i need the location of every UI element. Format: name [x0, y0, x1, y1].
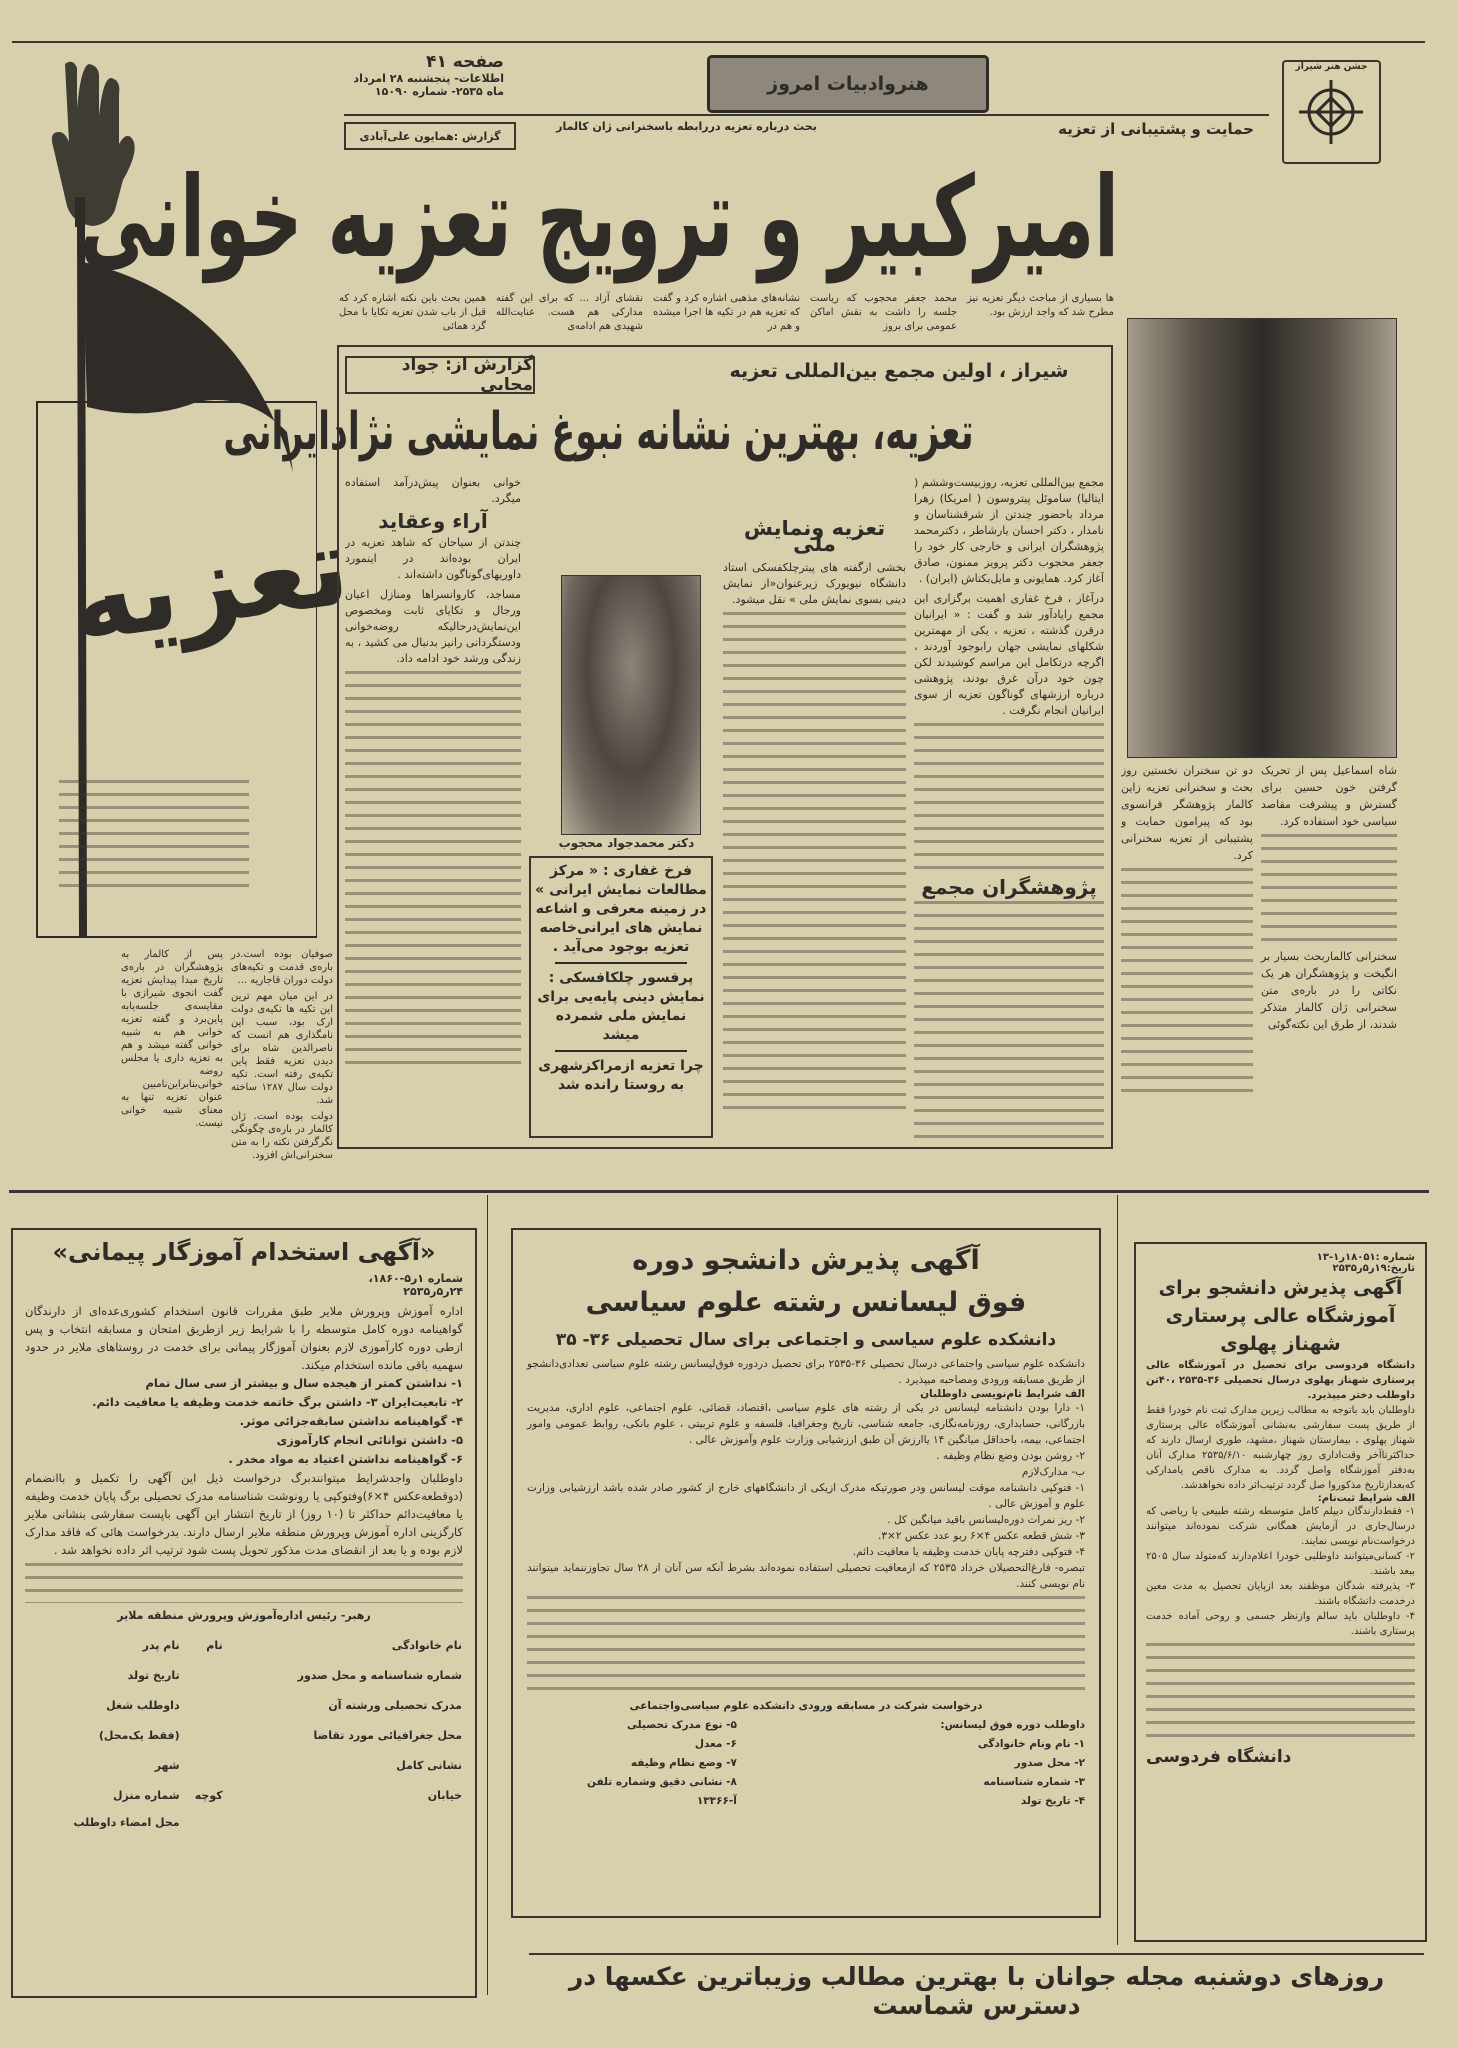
ad-intro: دانشگاه فردوسی برای تحصیل در آموزشگاه عالی پرستاری شهناز پهلوی درسال تحصیلی ۳۶-۲۵۳۵ ،۴۰تن داوطلب دختر میپذیرد. — [1147, 1360, 1416, 1401]
ad-subtitle: دانشکده علوم سیاسی و اجتماعی برای سال تحصیلی ۳۶- ۳۵ — [556, 1330, 1058, 1350]
subhead-national-theatre: تعزیه ونمایش ملی — [744, 520, 887, 556]
form-field[interactable]: تاریخ تولد — [128, 1668, 181, 1682]
intro-col: نقشای آزاد ... که برای این گفته مدارکی هم هست. عنایت‌الله شهیدی هم ادامه‌ی — [497, 293, 644, 332]
form-field[interactable]: ۶- معدل — [695, 1738, 738, 1750]
article-column — [915, 475, 1105, 1140]
form-right — [941, 1716, 1086, 1811]
ad-number: شماره :۱۸۰۵۱ر۱-۱۳ — [1317, 1252, 1416, 1263]
paragraph: سخنرانی کالماربحث بسیار بر انگیخت و پژوهشگران هر یک نکاتی را در باره‌ی متن سخنرانی ژان کالمار متذکر شدند، از طرق این نکته‌گوئی — [1262, 950, 1398, 1031]
subhead-researchers: پژوهشگران مجمع — [922, 875, 1098, 899]
form-field[interactable]: نام خانوادگی — [392, 1638, 463, 1652]
form-field[interactable]: (فقط یک‌محل) — [99, 1728, 181, 1742]
ad-item: ۴- فتوکپی دفترچه پایان خدمت وظیفه یا معافیت دائم. — [853, 1546, 1086, 1558]
kicker-middle: بحث درباره تعزیه دررابطه باسخنرانی ژان کالمار — [557, 120, 818, 133]
text-lines — [1122, 868, 1254, 1098]
issue-number: ماه ۲۵۳۵- شماره ۱۵۰۹۰ — [375, 85, 505, 98]
form-row — [26, 1780, 464, 1810]
ad-intro: دانشکده علوم سیاسی واجتماعی درسال تحصیلی ۳۶-۲۵۳۵ برای تحصیل دردوره فوق‌لیسانس رشته علوم سیاسی تعدادی‌دانشجو از طریق مسابقه ورودی ومصاحبه میپذیرد . — [528, 1358, 1086, 1386]
form-field[interactable]: نشانی کامل — [397, 1758, 463, 1772]
section-divider — [10, 1190, 1430, 1193]
form-field[interactable]: داوطلب شغل — [107, 1698, 181, 1712]
quote-rural: چرا تعزیه ازمراکزشهری به روستا رانده شد — [539, 1058, 705, 1093]
paragraph: شاه اسماعیل پس از تحریک گرفتن خون حسین برای گسترش و پیشرفت مقاصد سیاسی خود استفاده کرد. — [1262, 764, 1398, 828]
paragraph: در این میان مهم ترین این تکیه ها تکیه‌ی دولت ارک بود، سبب این نامگذاری هم انست که ناصرالدین شاه برای دیدن تعزیه فقط پاین تکیه‌ی رفته است. تکیه دولت سال ۱۲۸۷ ساخته شد. — [232, 991, 334, 1106]
ad-item: ۲- روشن بودن وضع نظام وظیفه . — [937, 1450, 1086, 1462]
form-field[interactable]: ۷- وضع نظام وظیفه — [631, 1757, 738, 1769]
text-lines — [915, 723, 1105, 873]
paragraph: صوفیان بوده است.در باره‌ی قدمت و تکیه‌های دولت دوران قاجاریه ... — [232, 949, 334, 986]
ad-number: شماره ۱ر۵-۱۸۶۰، — [369, 1272, 464, 1285]
application-form — [26, 1630, 464, 1834]
byline-box: گزارش :همایون علی‌آبادی — [345, 122, 517, 150]
ad-item: ۴- داوطلبان باید سالم وازنظر جسمی و روحی آماده خدمت پرستاری باشند. — [1147, 1611, 1416, 1637]
paragraph: مجمع بین‌المللی تعزیه، روزبیست‌وششم ( ایتالیا) ساموئل پیتروسون ( امریکا) زهرا مرداد باحضور چندتن از شرقشناسان و نامدار ، دکتر احسان یارشاطر ، دکترمحمد پژوهشگران ایرانی و خارجی کار خود را جعفر محجوب دکتر پرویز ممنون، صادق آغاز کرد. همایونی و مایل‌بکتاش (ایران) . — [915, 476, 1105, 585]
kicker-right: حمایت و پشتیبانی از تعزیه — [1059, 120, 1255, 138]
form-field[interactable]: شماره منزل — [113, 1788, 181, 1802]
form-field[interactable]: نام — [207, 1638, 224, 1652]
paragraph: مساجد، کاروانسراها ومنازل اعیان ورجال و تکایای ثابت ومخصوص این‌نمایش‌درحالیکه روضه‌خوانی ودستگردانی رانیز بدنبال می کشید ، به زندگی ورشد خود ادامه داد. — [346, 588, 522, 665]
ad-item: تبصره- فارغ‌التحصیلان خرداد ۲۵۳۵ که ازمعافیت تحصیلی استفاده نموده‌اند بشرط آنکه سن آنان از ۲۸ سال تجاوزننماید میتوانند نام نویسی کنند. — [528, 1562, 1086, 1590]
ad-employment — [12, 1228, 478, 1998]
form-row — [26, 1630, 464, 1660]
page-number: صفحه ۴۱ — [427, 52, 505, 72]
article-column — [724, 520, 907, 1140]
paragraph: درآغاز ، فرخ غفاری اهمیت برگزاری این مجمع رایادآور شد و گفت : « ایرانیان درقرن گذشته ، تعزیه ، یکی از مهمترین شکلهای نمایشی جهان رابوجود آوردند ، اگرچه درتکامل این مراسم کوشیدند لکن چون خود درآن غرق بودند، پژوهشی درباره ارزشهای گوناگون تعزیه از سوی ایرانیان انجام نگرفت . — [915, 592, 1105, 717]
form-field[interactable]: ۴- تاریخ تولد — [1021, 1795, 1086, 1807]
form-field[interactable]: محل امضاء داوطلب — [74, 1815, 181, 1829]
left-columns-text — [12, 948, 334, 1184]
condition: ۶- گواهینامه نداشتن اعتیاد به مواد مخدر . — [229, 1452, 464, 1466]
ad-section: الف شرایط ثام‌نویسی داوطلبان — [921, 1388, 1086, 1400]
section-title: هنروادبیات امروز — [708, 55, 990, 113]
article-column — [346, 475, 522, 1140]
paragraph: خوانی بعنوان پیش‌درآمد استفاده میگرد. — [346, 476, 522, 505]
ad-title: «آگهی استخدام آموزگار پیمانی» — [53, 1238, 437, 1266]
main-headline: امیرکبیر و ترویج تعزیه خوانی — [81, 153, 1121, 283]
ad-item: ۳- شش قطعه عکس ۴×۶ ربو عدد عکس ۲×۳. — [879, 1530, 1086, 1542]
paragraph: بخشی ازگفته های پیترچلکفسکی استاد دانشگاه نیویورک زیرعنوان«از نمایش دینی بسوی نمایش ملی » نقل میشود. — [724, 561, 907, 606]
festival-emblem-icon — [1285, 72, 1380, 152]
ad-item: ۱- فقط‌دارندگان دیپلم کامل متوسطه رشته طبیعی یا ریاضی که درسال‌جاری در آزمایش همگانی شرکت نموده‌اند میتوانند درخواست‌نام نویسی نمایند. — [1147, 1506, 1416, 1547]
ad-item: ۲- کسانی‌میتوانند داوطلبی خودرا اعلام‌دارند که‌متولد سال ۲۵۰۵ ببعد باشند. — [1147, 1551, 1416, 1577]
subhead-opinions: آراء وعقاید — [379, 509, 489, 533]
ad-political-science — [512, 1228, 1102, 1918]
intro-col: ها بسیاری از مباحث دیگر تعزیه نیز مطرح شد که واجد ارزش بود. — [968, 293, 1115, 318]
ad-date: ۲۴ر۵ر۲۵۳۵ — [404, 1285, 464, 1298]
intro-columns — [340, 292, 1115, 334]
text-lines — [26, 1563, 464, 1603]
text-lines — [1147, 1643, 1416, 1743]
condition: ۱- نداشتن کمتر از هیجده سال و بیشتر از سی سال تمام — [146, 1376, 464, 1390]
intro-col: محمد جعفر محجوب که ریاست جلسه را داشت به نقش اماکن عمومی برای بروز — [811, 293, 958, 332]
ad-signature: رهبر- رئیس اداره‌آموزش وپرورش منطقه ملایر — [118, 1609, 372, 1622]
paragraph: چندتن از سیاحان که شاهد تعزیه در ایران بوده‌اند در اینمورد داوریهای‌گوناگون داشته‌اند . — [346, 536, 522, 581]
column-divider — [1118, 1195, 1119, 1945]
footer-banner: روزهای دوشنبه مجله جوانان با بهترین مطالب وزیباترین عکسها در دسترس شماست — [569, 1962, 1386, 2020]
form-left — [528, 1716, 738, 1811]
ad-body: داوطلبان باید باتوجه به مطالب زیرین مدارک ثبت نام خودرا فقط از طریق پست سفارشی به‌نشانی آموزشگاه عالی پرستاری شهناز پهلوی ، بیمارستان شهناز ،مشهد، طوری ارسال دارند که حداکثرتاآخر وقت‌اداری روز چهارشنبه ۲۵۳۵/۶/۱۰ مدارک آنان به‌دفتر آموزشگاه واصل گردد. به مدارک ناقص یامدارکی که‌بعدازتاریخ مذکوروا صل گردد ترتیب‌اثر داده نخواهدشد. — [1147, 1405, 1416, 1491]
amir-kabir-portrait-photo — [1128, 318, 1398, 758]
form-field[interactable]: شماره شناسنامه و محل صدور — [298, 1668, 463, 1682]
form-field[interactable]: خیابان — [428, 1788, 463, 1802]
form-row — [26, 1720, 464, 1750]
intro-col: همین بحث باین نکته اشاره کرد که قبل از باب شدن تعزیه تکایا با محل گرد همائی — [340, 293, 487, 332]
ad-date: تاریخ:۱۹ر۵ر۲۵۳۵ — [1333, 1263, 1416, 1274]
headline-container — [81, 150, 1405, 286]
article-kicker: شیراز ، اولین مجمع بین‌المللی تعزیه — [730, 360, 1070, 382]
ad-signature: دانشگاه فردوسی — [1147, 1747, 1293, 1767]
logo-caption-text — [60, 780, 250, 890]
banner-rule — [530, 1953, 1425, 1955]
quote-divider — [556, 962, 688, 964]
quote-ghaffari: فرخ غفاری : « مرکز مطالعات نمایش ایرانی » در زمینه معرفی و اشاعه نمایش های ایرانی‌خاصه تعزیه بوجود می‌آید . — [536, 863, 708, 955]
form-row — [26, 1810, 464, 1834]
form-field[interactable]: ۲- محل صدور — [1015, 1757, 1086, 1769]
form-field[interactable]: ۳- شماره شناسنامه — [984, 1776, 1086, 1788]
ad-body: اداره آموزش وپرورش ملایر طبق مقررات قانون استخدام کشوری‌عده‌ای از دارندگان گواهینامه دوره کامل متوسطه را با شرایط زیر ازطریق امتحان و مسابقه انتخاب و پس ازطی دوره کارآموزی لازم بعنوان آموزگار پیمانی برای خدمت در روستاهای ملایر در حدود سهمیه باقی مانده استخدام میکند. — [26, 1304, 464, 1372]
ad-title: آگهی پذیرش دانشجو دوره — [633, 1245, 981, 1276]
header-rule — [345, 114, 1270, 116]
form-title: درخواست شرکت در مسابقه ورودی دانشکده علوم سیاسی‌واجتماعی — [630, 1700, 984, 1712]
text-lines — [528, 1596, 1086, 1696]
issue-date: اطلاعات- پنجشنبه ۲۸ امرداد — [354, 72, 505, 85]
condition: ۵- داشتن توانائی انجام کارآموزی — [277, 1433, 464, 1447]
form-field[interactable]: کوچه — [195, 1788, 224, 1802]
form-field[interactable]: شهر — [155, 1758, 181, 1772]
form-field[interactable]: نام پدر — [143, 1638, 181, 1652]
form-field[interactable]: ۵- نوع مدرک تحصیلی — [628, 1719, 738, 1731]
quote-chelkowski: پرفسور چلکافسکی : نمایش دینی پایه‌یی برای نمایش ملی شمرده میشد — [538, 970, 706, 1043]
form-row — [26, 1690, 464, 1720]
issue-info — [345, 52, 505, 98]
ad-body-2: داوطلبان واجدشرایط میتوانندبرگ درخواست ذیل این آگهی را تکمیل و باانضمام (دوقطعه‌عکس ۴×۶)وفتوکپی یا رونوشت شناسنامه مدرک تحصیلی برگ پایان خدمت وظیفه یا معافیت‌دائم حداکثر تا (۱۰ روز) از تاریخ انتشار این آگهی باپست سفارشی بنشانی ملایر کارگزینی اداره آموزش وپرورش منطقه ملایر ارسال دارند. بدرخواست هائی که فاقد مدارک لازم بوده و یا بعد از انقضای مدت مذکور تحویل پست شود ترتیب اثر داده نخواهد شد . — [26, 1471, 464, 1557]
ad-title-2: فوق لیسانس رشته علوم سیاسی — [586, 1287, 1028, 1318]
paragraph: دو تن سخنران نخستین روز بحث و سخنرانی تعزیه زاین کالمار پژوهشگر فرانسوی بود که پیرامون حمایت و پشتیبانی از تعزیه سخنرانی کرد. — [1122, 764, 1254, 862]
text-lines — [915, 901, 1105, 1140]
ad-nursing-school — [1135, 1242, 1428, 1942]
form-field[interactable]: ۱- نام ونام خانوادگی — [978, 1738, 1086, 1750]
text-lines — [346, 671, 522, 1071]
ad-item: ۲- ریز نمرات دوره‌لیسانس باقید میانگین کل . — [888, 1514, 1086, 1526]
paragraph: دولت بوده است. ژان کالمار در باره‌ی چگونگی نگرگرفتن نکته را به متن سخنرانی‌اش افزود. — [232, 1111, 334, 1161]
top-rule — [13, 41, 1426, 43]
ad-code: آ-۱۳۳۶۶ — [697, 1795, 738, 1807]
ad-section: الف شرایط ثبت‌نام: — [1318, 1493, 1416, 1504]
text-lines — [1262, 834, 1398, 944]
festival-logo-text: جشن هنر شیراز — [1296, 62, 1369, 72]
form-row — [26, 1660, 464, 1690]
text-lines — [724, 612, 907, 1112]
column-divider — [488, 1195, 489, 1995]
article-byline: گزارش از: جواد مجابی — [346, 356, 536, 394]
tazieh-logo-text: تعزیه — [62, 501, 358, 667]
right-column-text-2 — [1262, 762, 1398, 1033]
condition: ۴- گواهینامه نداشتن سابقه‌جزائی موثر. — [240, 1414, 464, 1428]
ad-item: ب- مدارک‌لازم — [1022, 1466, 1086, 1478]
form-field[interactable]: ۸- نشانی دقیق وشماره تلفن — [588, 1776, 738, 1788]
quote-divider — [556, 1050, 688, 1052]
form-field[interactable]: محل جغرافیائی مورد تقاضا — [314, 1728, 463, 1742]
right-column-text — [1122, 762, 1254, 1182]
intro-col: نشانه‌های مذهبی اشاره کرد و گفت که تعزیه هم در تکیه ها اجرا میشده و هم در — [654, 293, 801, 332]
ad-item: ۳- پذیرفته شدگان موظفند بعد ازپایان تحصیل به مدت معین درخدمت دانشگاه باشند. — [1147, 1581, 1416, 1607]
mahjoub-photo — [562, 575, 702, 835]
form-field[interactable]: داوطلب دوره فوق لیسانس: — [941, 1719, 1086, 1731]
ad-item: ۱- دارا بودن دانشنامه لیسانس در یکی از رشته های علوم سیاسی ،اقتصاد، قضائی، علوم اجتماعی، علوم اداری، مدیریت بازرگانی، حسابداری، روزنامه‌نگاری، جامعه شناسی، تاریخ وجغرافیا، فلسفه و علوم تربیتی ، علوم بانکی، روابط عمومی وامور اجتماعی، بیمه، باحداقل میانگین ۱۴ یاارزش آن طبق ارزشیابی وزارت علوم وآموزش عالی . — [528, 1402, 1086, 1446]
article-headline: تعزیه، بهترین نشانه نبوغ نمایشی نژادایرانی — [224, 402, 975, 462]
ad-title: آگهی پذیرش دانشجو برای آموزشگاه عالی پرستاری شهناز پهلوی — [1159, 1277, 1404, 1355]
form-field[interactable]: مدرک تحصیلی ورشته آن — [329, 1698, 463, 1712]
form-row — [26, 1750, 464, 1780]
paragraph: پس از کالمار به پژوهشگران در باره‌ی تاریخ مبدا پیدایش تعزیه گفت انجوی شیرازی با مقایسه‌ی جلسه‌یابه پاین‌برد و گفته تعزیه خوانی هم به شبیه خوانی گفته میشد و هم به تعزیه داری یا مجلس روضه خوانی‌بنابراین‌نامبین عنوان تعزیه تنها به معنای شبیه خوانی نیست. — [122, 949, 224, 1129]
condition: ۲- تابعیت‌ایران ۳- داشتن برگ خاتمه خدمت وظیفه یا معافیت دائم. — [93, 1395, 464, 1409]
quote-box — [530, 856, 714, 1138]
ad-item: ۱- فتوکپی دانشنامه موقت لیسانس ودر صورتیکه مدرک ازیکی از دانشگاههای خارج از کشور صادر شده باشد ارزشیابی وزارت علوم و آموزش عالی . — [528, 1482, 1086, 1510]
photo-caption: دکتر محمدجواد محجوب — [559, 836, 696, 850]
festival-logo — [1283, 60, 1382, 164]
